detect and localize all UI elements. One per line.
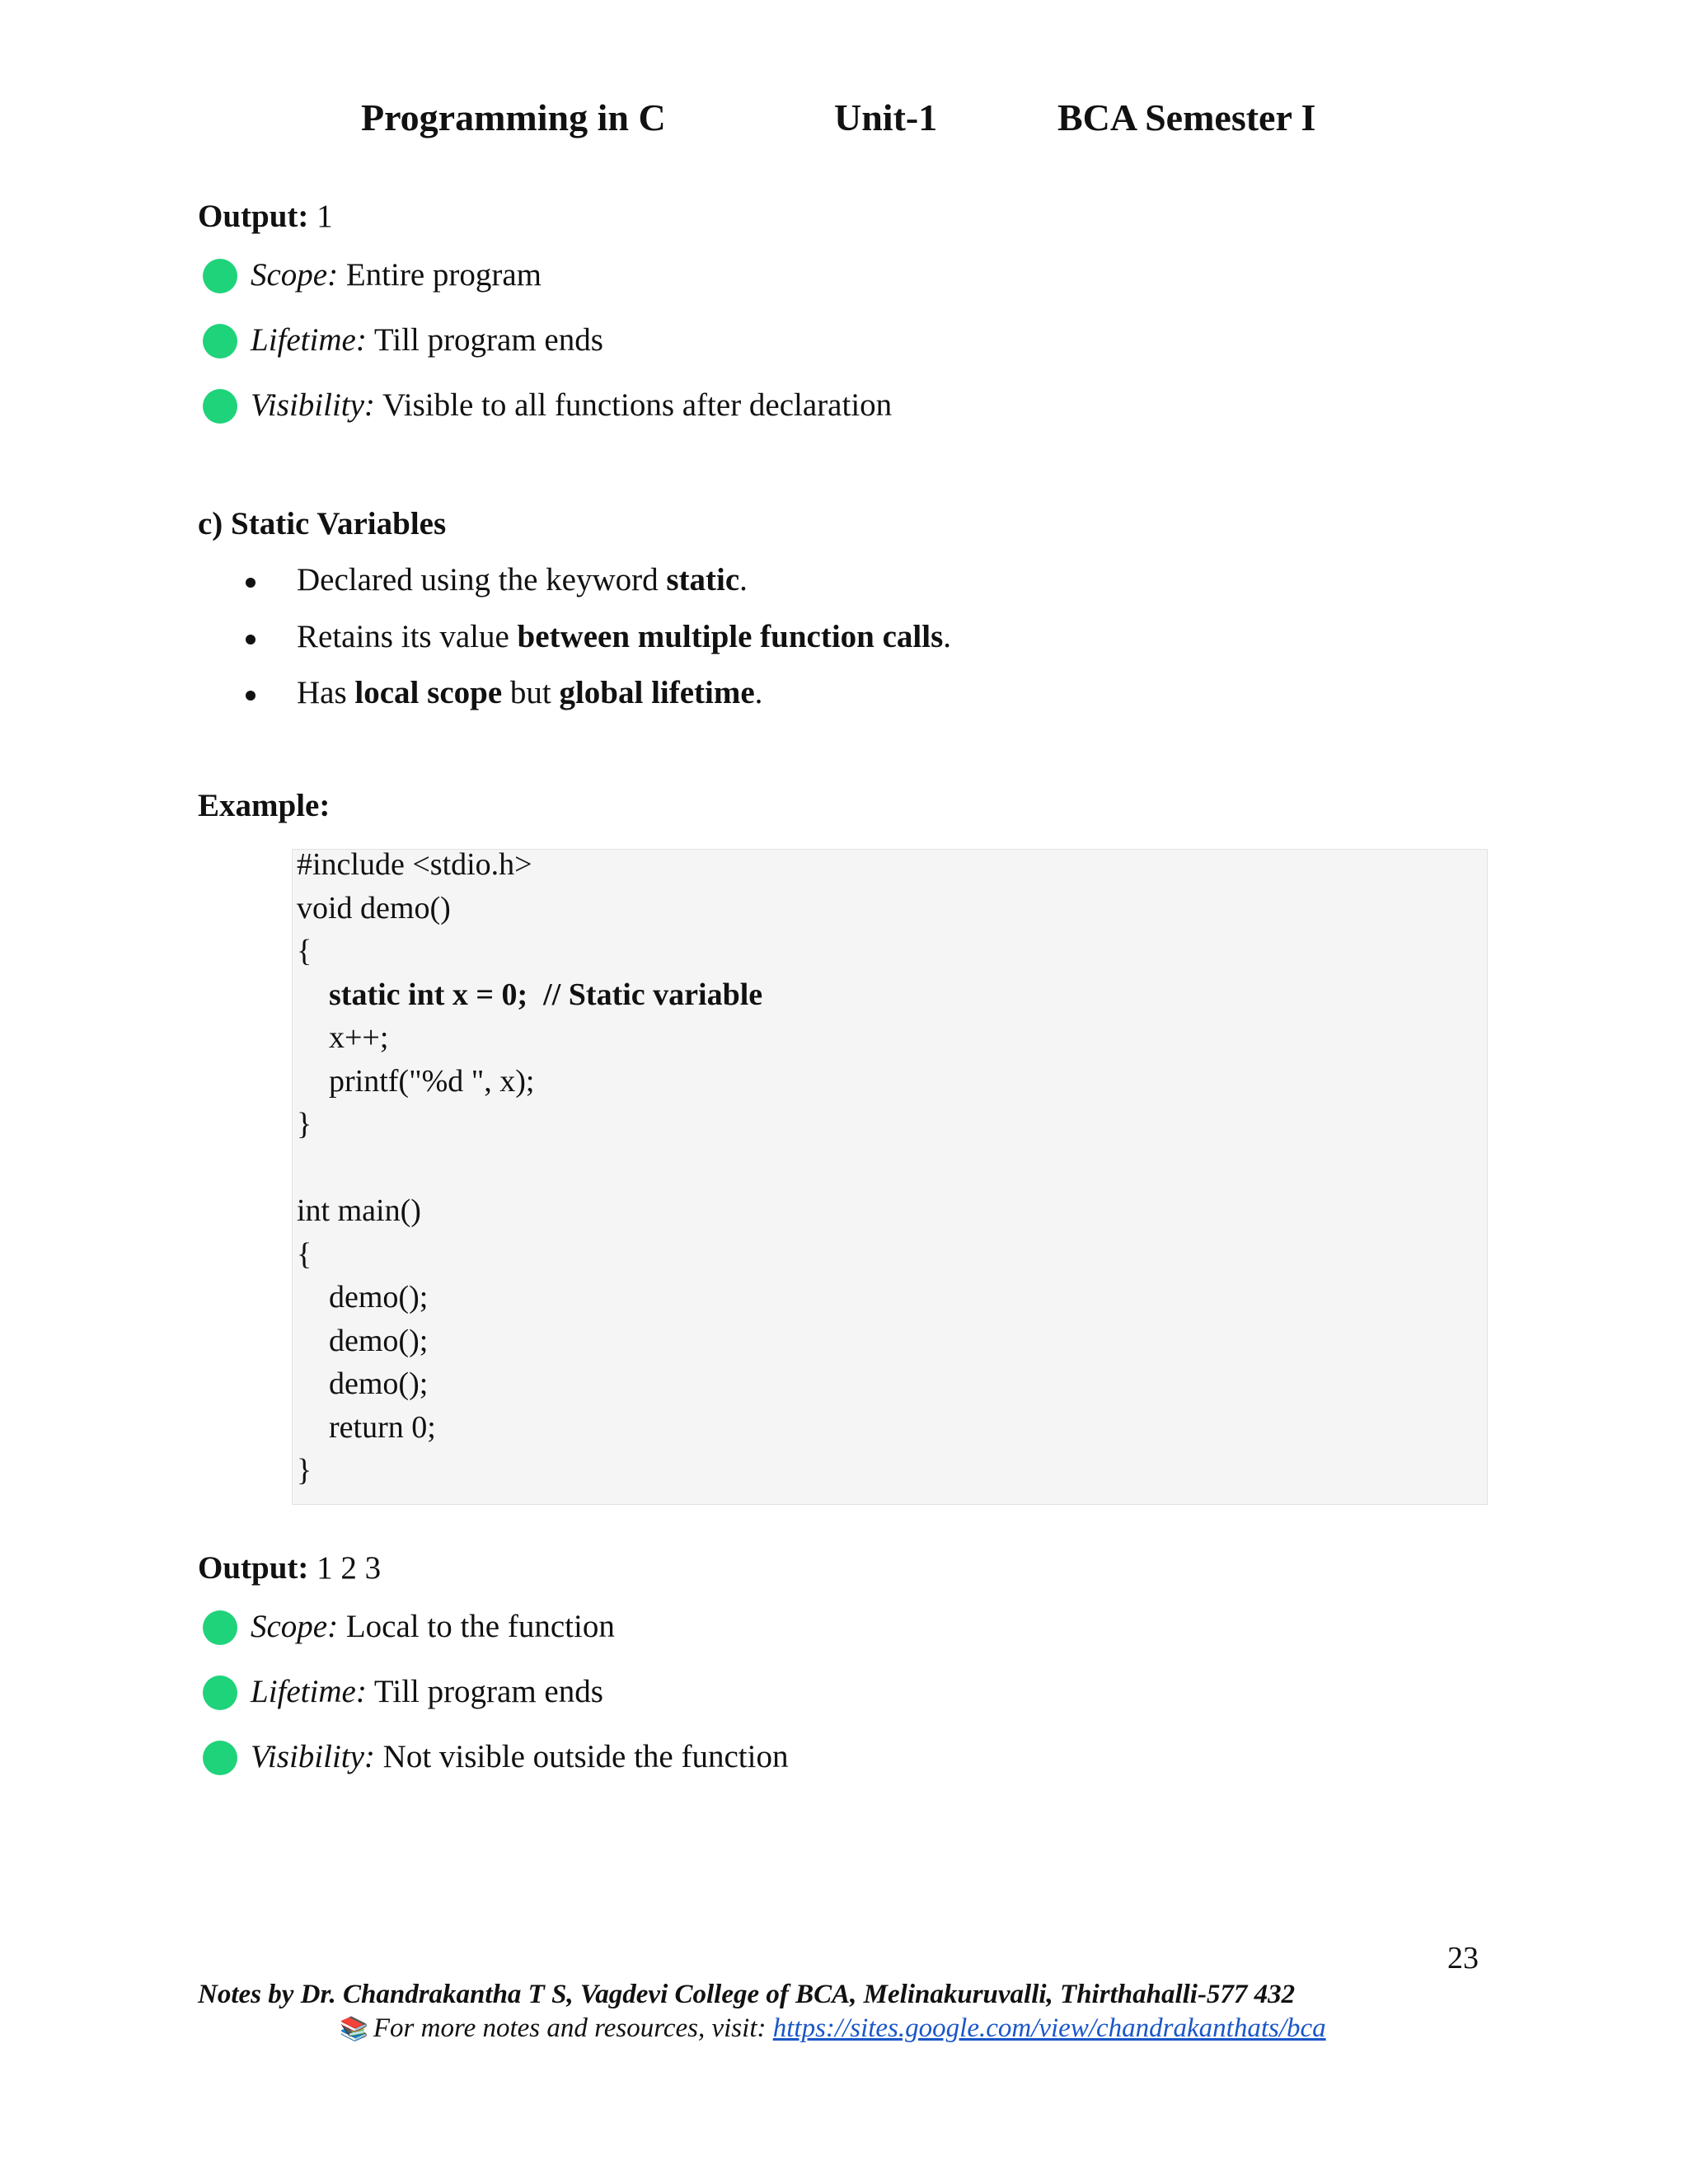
bullet-icon [246, 691, 256, 701]
footer-credit: Notes by Dr. Chandrakantha T S, Vagdevi College of BCA, Melinakuruvalli, Thirthahalli-577 432 [198, 1980, 1296, 2009]
code-line: { [297, 934, 312, 968]
global-scope-point: Scope: Entire program [251, 257, 542, 293]
global-visibility-point: Visibility: Visible to all functions after declaration [251, 387, 893, 423]
green-circle-icon [203, 1741, 237, 1775]
example-label: Example: [198, 788, 331, 823]
green-circle-icon [203, 1610, 237, 1645]
header-course-title: Programming in C [361, 96, 666, 138]
code-line: printf("%d ", x); [329, 1064, 535, 1099]
static-visibility-point: Visibility: Not visible outside the function [251, 1739, 789, 1774]
static-lifetime-point: Lifetime: Till program ends [251, 1674, 603, 1709]
header-semester: BCA Semester I [1057, 96, 1316, 138]
code-line-static-declaration: static int x = 0; // Static variable [329, 977, 763, 1012]
static-bullet-retains: Retains its value between multiple function calls. [297, 619, 952, 654]
static-output-line [198, 1549, 381, 1586]
global-lifetime-point: Lifetime: Till program ends [251, 322, 603, 358]
static-scope-point: Scope: Local to the function [251, 1609, 615, 1644]
books-icon: 📚 [340, 2017, 368, 2042]
code-line: demo(); [329, 1324, 429, 1358]
footer-more-text: For more notes and resources, visit: [373, 2013, 773, 2043]
code-line: return 0; [329, 1410, 436, 1445]
footer-resources [340, 2013, 1326, 2044]
green-circle-icon [203, 324, 237, 359]
output-label: Output: [198, 1550, 309, 1586]
code-line: } [297, 1453, 312, 1488]
header-unit: Unit-1 [834, 96, 938, 138]
code-line: void demo() [297, 891, 451, 926]
code-line: x++; [329, 1020, 389, 1055]
code-line: int main() [297, 1193, 421, 1228]
green-circle-icon [203, 389, 237, 424]
output-value: 1 2 3 [308, 1550, 382, 1586]
code-block [292, 849, 1488, 1505]
code-line: demo(); [329, 1366, 429, 1401]
code-line: { [297, 1237, 312, 1272]
green-circle-icon [203, 259, 237, 293]
page-number: 23 [1447, 1941, 1479, 1975]
static-bullet-scope: Has local scope but global lifetime. [297, 675, 763, 710]
code-line: } [297, 1107, 312, 1141]
section-heading-static-variables: c) Static Variables [198, 506, 447, 541]
bullet-icon [246, 635, 256, 644]
footer-link[interactable]: https://sites.google.com/view/chandrakanthats/bca [772, 2013, 1326, 2043]
global-output-line [198, 198, 333, 235]
code-line: demo(); [329, 1280, 429, 1315]
output-label: Output: [198, 199, 309, 234]
code-line: #include <stdio.h> [297, 847, 532, 882]
green-circle-icon [203, 1675, 237, 1710]
static-bullet-keyword: Declared using the keyword static. [297, 562, 748, 598]
output-value: 1 [308, 199, 333, 234]
bullet-icon [246, 578, 256, 588]
